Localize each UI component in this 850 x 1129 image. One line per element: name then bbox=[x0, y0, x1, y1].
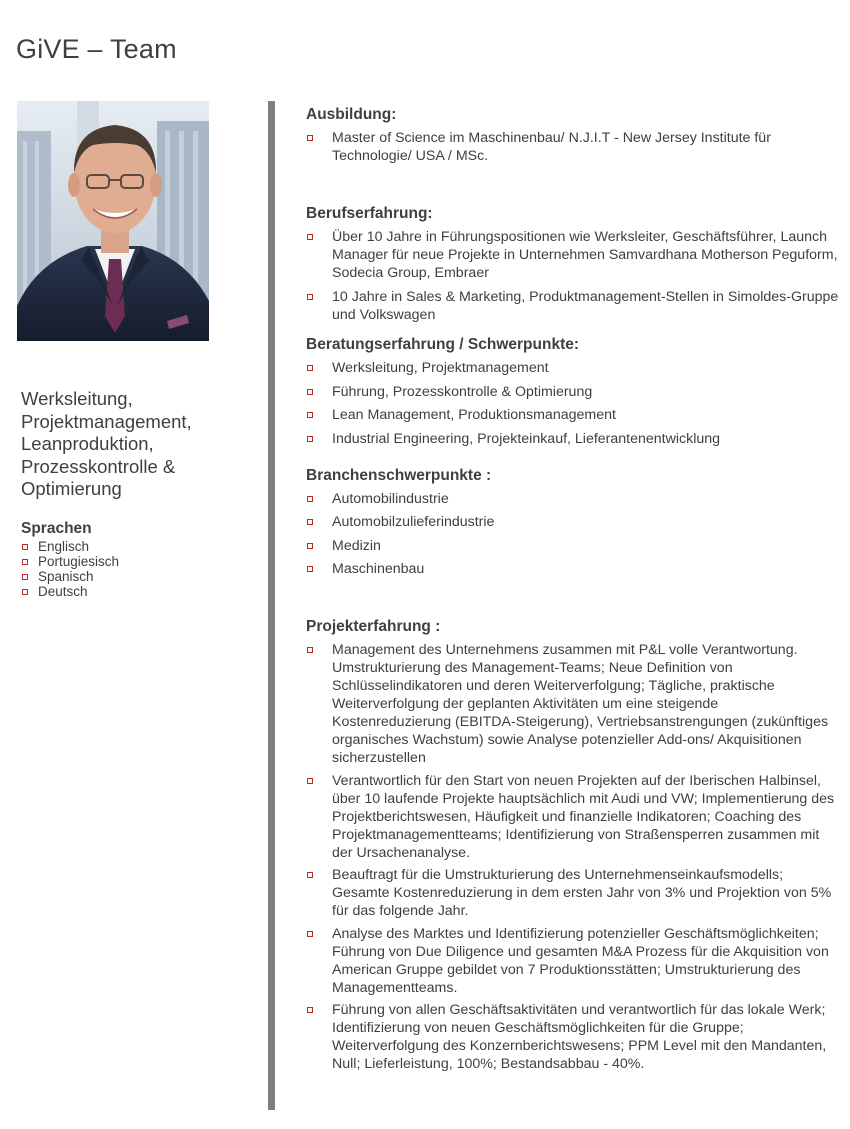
section-heading: Ausbildung: bbox=[306, 106, 397, 123]
list-item: Lean Management, Produktionsmanagement bbox=[306, 406, 840, 424]
list-item: Medizin bbox=[306, 537, 840, 555]
language-item: Portugiesisch bbox=[21, 554, 261, 569]
list-item: Automobilzulieferindustrie bbox=[306, 513, 840, 531]
expertise-line: Optimierung bbox=[21, 478, 122, 499]
languages-block bbox=[21, 520, 261, 599]
section-ausbildung bbox=[306, 106, 840, 165]
language-item: Deutsch bbox=[21, 584, 261, 599]
expertise-line: Werksleitung, bbox=[21, 388, 133, 409]
expertise-line: Leanproduktion, bbox=[21, 433, 154, 454]
expertise-summary bbox=[21, 388, 261, 501]
section-projekte bbox=[306, 618, 840, 1073]
section-heading: Beratungserfahrung / Schwerpunkte: bbox=[306, 336, 580, 353]
list-item: Analyse des Marktes und Identifizierung potenzieller Geschäftsmöglichkeiten; Führung von Due Diligence und gesamten M&A Prozess für die Akquisition von American Gruppe gebildet von 7 Produktionsstätten; Umstrukturierung des Managementteams. bbox=[306, 925, 840, 997]
list-item: Master of Science im Maschinenbau/ N.J.I.T - New Jersey Institute für Technologie/ USA / MSc. bbox=[306, 129, 840, 165]
section-beratung bbox=[306, 336, 840, 448]
bullet-list bbox=[306, 129, 840, 165]
list-item: Führung, Prozesskontrolle & Optimierung bbox=[306, 383, 840, 401]
list-item: 10 Jahre in Sales & Marketing, Produktmanagement-Stellen in Simoldes-Gruppe und Volkswagen bbox=[306, 288, 840, 324]
expertise-line: Projektmanagement, bbox=[21, 410, 192, 432]
list-item: Werksleitung, Projektmanagement bbox=[306, 359, 840, 377]
language-item: Spanisch bbox=[21, 569, 261, 584]
bullet-list bbox=[306, 490, 840, 579]
list-item: Maschinenbau bbox=[306, 560, 840, 578]
languages-heading: Sprachen bbox=[21, 520, 92, 537]
languages-list bbox=[21, 539, 261, 599]
section-heading: Berufserfahrung: bbox=[306, 205, 433, 222]
list-item: Industrial Engineering, Projekteinkauf, Lieferantenentwicklung bbox=[306, 430, 840, 448]
section-heading: Branchenschwerpunkte : bbox=[306, 466, 492, 484]
profile-content bbox=[306, 106, 840, 1078]
language-item: Englisch bbox=[21, 539, 261, 554]
list-item: Verantwortlich für den Start von neuen Projekten auf der Iberischen Halbinsel, über 10 laufende Projekte hauptsächlich mit Audi und VW; Implementierung des Projektberichtswesen, Häufigkeit und finanzielle Indikatoren; Coaching des Projektmanagementteams; Identifizierung von Straßensperren zusammen mit der Ursachenanalyse. bbox=[306, 772, 840, 862]
list-item: Beauftragt für die Umstrukturierung des Unternehmenseinkaufsmodells; Gesamte Kostenreduzierung in dem ersten Jahr von 3% und Projektion von 5% für das folgende Jahr. bbox=[306, 866, 840, 920]
section-heading: Projekterfahrung : bbox=[306, 618, 441, 635]
bullet-list bbox=[306, 359, 840, 448]
list-item: Automobilindustrie bbox=[306, 490, 840, 508]
page-title: GiVE – Team bbox=[16, 34, 177, 64]
vertical-divider bbox=[268, 101, 275, 1110]
section-branchen bbox=[306, 467, 840, 579]
bullet-list bbox=[306, 228, 840, 324]
list-item: Über 10 Jahre in Führungspositionen wie Werksleiter, Geschäftsführer, Launch Manager für neue Projekte in Unternehmen Samvardhana Motherson Peguform, Sodecia Group, Embraer bbox=[306, 228, 840, 282]
bullet-list bbox=[306, 641, 840, 1073]
list-item: Management des Unternehmens zusammen mit P&L volle Verantwortung. Umstrukturierung des Management-Teams; Neue Definition von Schlüsselindikatoren und deren Weiterverfolgung; Tägliche, praktische Weiterverfolgung der geplanten Aktivitäten um eine steigende Kostenreduzierung (EBITDA-Steigerung), Vertriebsanstrengungen (zukünftiges organisches Wachstum) sowie Analyse potenzieller Add-ons/ Akquisitionen sicherzustellen bbox=[306, 641, 840, 767]
list-item: Führung von allen Geschäftsaktivitäten und verantwortlich für das lokale Werk; Identifizierung von neuen Geschäftsmöglichkeiten für die Gruppe; Weiterverfolgung des Konzernberichtswesens; PPM Level mit den Mandanten, Null; Lieferleistung, 100%; Bestandsabbau - 40%. bbox=[306, 1001, 840, 1073]
section-berufserfahrung bbox=[306, 205, 840, 324]
expertise-line: Prozesskontrolle & bbox=[21, 455, 176, 477]
profile-photo bbox=[17, 101, 209, 341]
